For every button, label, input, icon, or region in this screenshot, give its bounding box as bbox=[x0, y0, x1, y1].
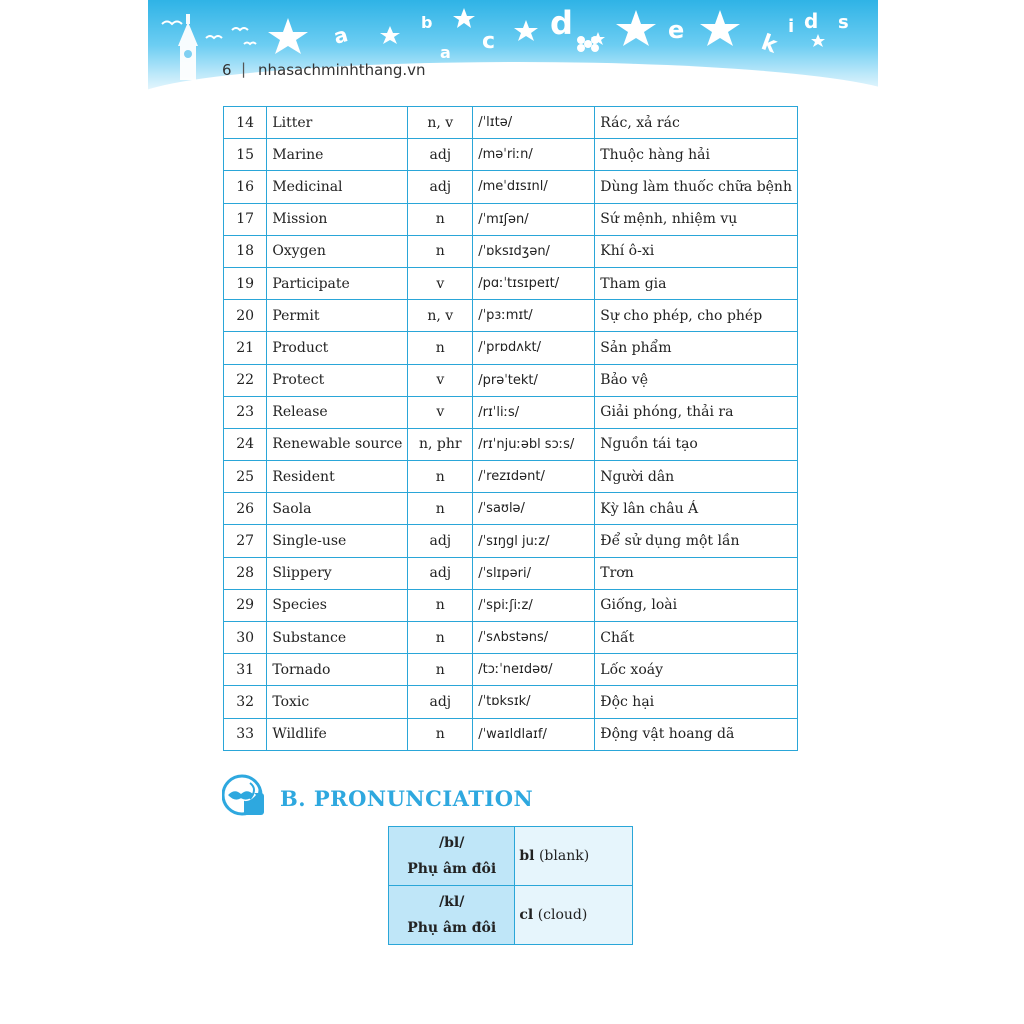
vocab-ipa: /rɪˈnjuːəbl sɔːs/ bbox=[473, 428, 595, 460]
vocab-number: 31 bbox=[224, 654, 267, 686]
vocab-word: Release bbox=[267, 396, 408, 428]
vocab-ipa: /ˈtɒksɪk/ bbox=[473, 686, 595, 718]
flower-icon bbox=[577, 36, 599, 52]
pronunciation-row bbox=[389, 827, 633, 886]
vocab-meaning: Thuộc hàng hải bbox=[595, 139, 798, 171]
vocab-word: Substance bbox=[267, 622, 408, 654]
vocab-word: Product bbox=[267, 332, 408, 364]
decor-letter: a bbox=[440, 43, 451, 62]
vocab-part-of-speech: adj bbox=[408, 171, 473, 203]
vocab-ipa: /ˈsʌbstəns/ bbox=[473, 622, 595, 654]
vocab-meaning: Lốc xoáy bbox=[595, 654, 798, 686]
vocab-part-of-speech: adj bbox=[408, 686, 473, 718]
vocab-meaning: Khí ô-xi bbox=[595, 235, 798, 267]
vocab-ipa: /ˈwaɪldlaɪf/ bbox=[473, 718, 595, 750]
decor-letter: b bbox=[421, 13, 433, 32]
vocab-word: Participate bbox=[267, 267, 408, 299]
pronunciation-sound-cell bbox=[389, 886, 515, 945]
vocab-meaning: Giải phóng, thải ra bbox=[595, 396, 798, 428]
vocab-meaning: Sứ mệnh, nhiệm vụ bbox=[595, 203, 798, 235]
pronunciation-table bbox=[388, 826, 633, 945]
table-row bbox=[224, 396, 798, 428]
vocab-word: Wildlife bbox=[267, 718, 408, 750]
vocab-part-of-speech: n, v bbox=[408, 300, 473, 332]
pronunciation-sound: /bl/ bbox=[439, 835, 465, 851]
vocab-number: 27 bbox=[224, 525, 267, 557]
vocab-word: Litter bbox=[267, 107, 408, 139]
vocab-number: 20 bbox=[224, 300, 267, 332]
table-row bbox=[224, 235, 798, 267]
vocab-ipa: /meˈdɪsɪnl/ bbox=[473, 171, 595, 203]
vocab-number: 25 bbox=[224, 461, 267, 493]
vocab-part-of-speech: n bbox=[408, 622, 473, 654]
vocab-word: Single-use bbox=[267, 525, 408, 557]
pronunciation-example-cell bbox=[515, 827, 633, 886]
vocab-word: Medicinal bbox=[267, 171, 408, 203]
vocab-meaning: Sự cho phép, cho phép bbox=[595, 300, 798, 332]
vocab-meaning: Tham gia bbox=[595, 267, 798, 299]
vocab-ipa: /rɪˈliːs/ bbox=[473, 396, 595, 428]
vocab-part-of-speech: adj bbox=[408, 525, 473, 557]
vocab-number: 28 bbox=[224, 557, 267, 589]
pronunciation-letters: bl bbox=[519, 848, 535, 864]
vocab-part-of-speech: n bbox=[408, 203, 473, 235]
vocab-number: 15 bbox=[224, 139, 267, 171]
table-row bbox=[224, 525, 798, 557]
vocab-word: Oxygen bbox=[267, 235, 408, 267]
decor-letter: i bbox=[788, 16, 795, 37]
header-separator: | bbox=[241, 60, 247, 78]
table-row bbox=[224, 557, 798, 589]
vocab-word: Resident bbox=[267, 461, 408, 493]
table-row bbox=[224, 332, 798, 364]
page-number: 6 bbox=[222, 61, 232, 79]
vocab-ipa: /pɑːˈtɪsɪpeɪt/ bbox=[473, 267, 595, 299]
vocab-number: 30 bbox=[224, 622, 267, 654]
vocab-part-of-speech: n bbox=[408, 718, 473, 750]
vocab-ipa: /ˈlɪtə/ bbox=[473, 107, 595, 139]
vocab-word: Mission bbox=[267, 203, 408, 235]
vocab-meaning: Bảo vệ bbox=[595, 364, 798, 396]
letters-decoration bbox=[331, 4, 849, 62]
pronunciation-sound: /kl/ bbox=[439, 894, 465, 910]
vocab-number: 18 bbox=[224, 235, 267, 267]
vocab-meaning: Người dân bbox=[595, 461, 798, 493]
vocab-word: Marine bbox=[267, 139, 408, 171]
vocab-ipa: /tɔːˈneɪdəʊ/ bbox=[473, 654, 595, 686]
pronunciation-label: Phụ âm đôi bbox=[407, 920, 497, 936]
vocab-ipa: /ˈspiːʃiːz/ bbox=[473, 589, 595, 621]
vocab-number: 26 bbox=[224, 493, 267, 525]
vocab-meaning: Giống, loài bbox=[595, 589, 798, 621]
vocab-ipa: /ˈrezɪdənt/ bbox=[473, 461, 595, 493]
vocab-meaning: Kỳ lân châu Á bbox=[595, 493, 798, 525]
pronunciation-example: (cloud) bbox=[537, 907, 588, 923]
section-title: B. PRONUNCIATION bbox=[280, 786, 534, 811]
vocab-number: 29 bbox=[224, 589, 267, 621]
decor-letter: d bbox=[804, 9, 819, 33]
vocab-number: 24 bbox=[224, 428, 267, 460]
vocab-part-of-speech: v bbox=[408, 364, 473, 396]
vocab-number: 33 bbox=[224, 718, 267, 750]
vocab-number: 32 bbox=[224, 686, 267, 718]
pronunciation-example: (blank) bbox=[538, 848, 590, 864]
vocab-word: Slippery bbox=[267, 557, 408, 589]
pronunciation-sound-cell bbox=[389, 827, 515, 886]
table-row bbox=[224, 139, 798, 171]
stars-icon bbox=[268, 8, 825, 54]
vocab-number: 16 bbox=[224, 171, 267, 203]
vocab-part-of-speech: n bbox=[408, 235, 473, 267]
vocab-word: Renewable source bbox=[267, 428, 408, 460]
vocabulary-table-body bbox=[224, 107, 798, 751]
vocab-number: 22 bbox=[224, 364, 267, 396]
vocab-part-of-speech: n bbox=[408, 332, 473, 364]
decor-letter: s bbox=[838, 12, 849, 33]
vocab-number: 14 bbox=[224, 107, 267, 139]
table-row bbox=[224, 461, 798, 493]
vocab-ipa: /prəˈtekt/ bbox=[473, 364, 595, 396]
table-row bbox=[224, 622, 798, 654]
pronunciation-letters: cl bbox=[519, 907, 534, 923]
site-url[interactable]: nhasachminhthang.vn bbox=[258, 61, 426, 79]
vocab-meaning: Chất bbox=[595, 622, 798, 654]
vocab-ipa: /ˈprɒdʌkt/ bbox=[473, 332, 595, 364]
vocab-word: Saola bbox=[267, 493, 408, 525]
vocab-meaning: Độc hại bbox=[595, 686, 798, 718]
vocab-ipa: /ˈsaʊlə/ bbox=[473, 493, 595, 525]
pronunciation-row bbox=[389, 886, 633, 945]
table-row bbox=[224, 686, 798, 718]
table-row bbox=[224, 589, 798, 621]
vocab-meaning: Dùng làm thuốc chữa bệnh bbox=[595, 171, 798, 203]
vocab-ipa: /məˈriːn/ bbox=[473, 139, 595, 171]
table-row bbox=[224, 171, 798, 203]
birds-icon bbox=[162, 22, 256, 45]
table-row bbox=[224, 654, 798, 686]
table-row bbox=[224, 300, 798, 332]
vocab-ipa: /ˈmɪʃən/ bbox=[473, 203, 595, 235]
vocab-part-of-speech: n bbox=[408, 589, 473, 621]
vocab-part-of-speech: n, phr bbox=[408, 428, 473, 460]
vocab-number: 21 bbox=[224, 332, 267, 364]
header-banner bbox=[148, 0, 878, 100]
vocab-word: Toxic bbox=[267, 686, 408, 718]
decor-letter: k bbox=[757, 30, 781, 59]
decor-letter: c bbox=[482, 29, 496, 54]
table-row bbox=[224, 428, 798, 460]
vocab-meaning: Sản phẩm bbox=[595, 332, 798, 364]
vocab-meaning: Nguồn tái tạo bbox=[595, 428, 798, 460]
lips-sound-icon bbox=[222, 773, 266, 817]
table-row bbox=[224, 267, 798, 299]
vocab-meaning: Để sử dụng một lần bbox=[595, 525, 798, 557]
vocab-ipa: /ˈslɪpəri/ bbox=[473, 557, 595, 589]
vocab-ipa: /ˈpɜːmɪt/ bbox=[473, 300, 595, 332]
table-row bbox=[224, 493, 798, 525]
vocab-number: 19 bbox=[224, 267, 267, 299]
vocab-part-of-speech: adj bbox=[408, 557, 473, 589]
table-row bbox=[224, 107, 798, 139]
vocabulary-table bbox=[223, 106, 798, 751]
vocab-part-of-speech: n bbox=[408, 654, 473, 686]
decor-letter: e bbox=[668, 16, 685, 44]
vocab-meaning: Trơn bbox=[595, 557, 798, 589]
vocab-part-of-speech: v bbox=[408, 396, 473, 428]
table-row bbox=[224, 203, 798, 235]
vocab-word: Permit bbox=[267, 300, 408, 332]
pronunciation-example-cell bbox=[515, 886, 633, 945]
vocab-word: Species bbox=[267, 589, 408, 621]
table-row bbox=[224, 364, 798, 396]
vocab-part-of-speech: adj bbox=[408, 139, 473, 171]
pronunciation-table-body bbox=[389, 827, 633, 945]
vocab-word: Protect bbox=[267, 364, 408, 396]
decor-letter: a bbox=[331, 22, 351, 49]
table-row bbox=[224, 718, 798, 750]
vocab-part-of-speech: n bbox=[408, 461, 473, 493]
vocab-number: 17 bbox=[224, 203, 267, 235]
decor-letter: d bbox=[550, 4, 573, 42]
vocab-meaning: Rác, xả rác bbox=[595, 107, 798, 139]
vocab-ipa: /ˈɒksɪdʒən/ bbox=[473, 235, 595, 267]
vocab-number: 23 bbox=[224, 396, 267, 428]
vocab-part-of-speech: n bbox=[408, 493, 473, 525]
vocab-part-of-speech: v bbox=[408, 267, 473, 299]
vocab-part-of-speech: n, v bbox=[408, 107, 473, 139]
vocab-ipa: /ˈsɪŋgl juːz/ bbox=[473, 525, 595, 557]
pronunciation-label: Phụ âm đôi bbox=[407, 861, 497, 877]
vocab-meaning: Động vật hoang dã bbox=[595, 718, 798, 750]
vocab-word: Tornado bbox=[267, 654, 408, 686]
